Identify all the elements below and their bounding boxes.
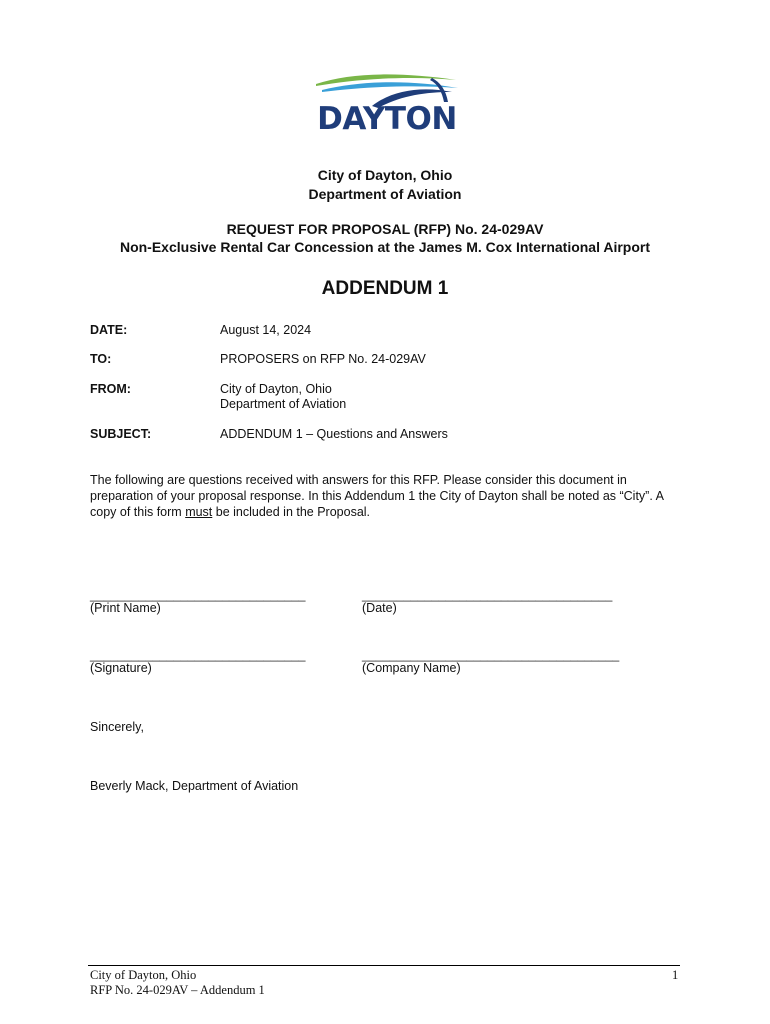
logo-wordmark: DAYTON xyxy=(317,101,457,137)
from-label: FROM: xyxy=(90,382,131,396)
rfp-number: REQUEST FOR PROPOSAL (RFP) No. 24-029AV xyxy=(226,221,544,237)
closing-sincerely: Sincerely, xyxy=(90,720,144,734)
signature-line[interactable]: _______________________________ xyxy=(90,648,306,662)
footer-divider xyxy=(88,965,680,966)
closing-signer: Beverly Mack, Department of Aviation xyxy=(90,779,299,793)
print-name-line[interactable]: _______________________________ xyxy=(90,588,306,602)
company-name-label: (Company Name) xyxy=(362,661,461,675)
from-value-1: City of Dayton, Ohio xyxy=(220,382,332,396)
footer-city: City of Dayton, Ohio xyxy=(90,968,197,982)
subject-value: ADDENDUM 1 – Questions and Answers xyxy=(220,427,448,441)
to-value: PROPOSERS on RFP No. 24-029AV xyxy=(220,352,426,366)
body-paragraph xyxy=(90,472,690,520)
page-number: 1 xyxy=(672,968,679,982)
to-label: TO: xyxy=(90,352,112,366)
from-value-2: Department of Aviation xyxy=(220,397,347,411)
body-line-2: preparation of your proposal response. In this Addendum 1 the City of Dayton shall be noted as “City”. A xyxy=(90,489,664,503)
footer-rfp: RFP No. 24-029AV – Addendum 1 xyxy=(90,983,265,997)
date-sign-label: (Date) xyxy=(362,601,397,615)
date-value: August 14, 2024 xyxy=(220,323,312,337)
date-label: DATE: xyxy=(90,323,128,337)
company-name-line[interactable]: _____________________________________ xyxy=(362,648,620,662)
date-line[interactable]: ____________________________________ xyxy=(362,588,613,602)
addendum-title: ADDENDUM 1 xyxy=(321,278,449,299)
rfp-title: Non-Exclusive Rental Car Concession at the James M. Cox International Airport xyxy=(119,239,651,255)
body-line-1: The following are questions received with answers for this RFP. Please consider this document in xyxy=(90,473,627,487)
must-emphasis: must xyxy=(185,505,213,519)
signature-label: (Signature) xyxy=(90,661,152,675)
print-name-label: (Print Name) xyxy=(90,601,161,615)
header-city: City of Dayton, Ohio xyxy=(317,167,453,183)
body-line-3-pre: copy of this form xyxy=(90,505,186,519)
body-line-3 xyxy=(90,504,690,520)
header-department: Department of Aviation xyxy=(308,186,462,202)
subject-label: SUBJECT: xyxy=(90,427,152,441)
body-line-3-post: be included in the Proposal. xyxy=(212,505,371,519)
dayton-logo xyxy=(312,72,460,140)
